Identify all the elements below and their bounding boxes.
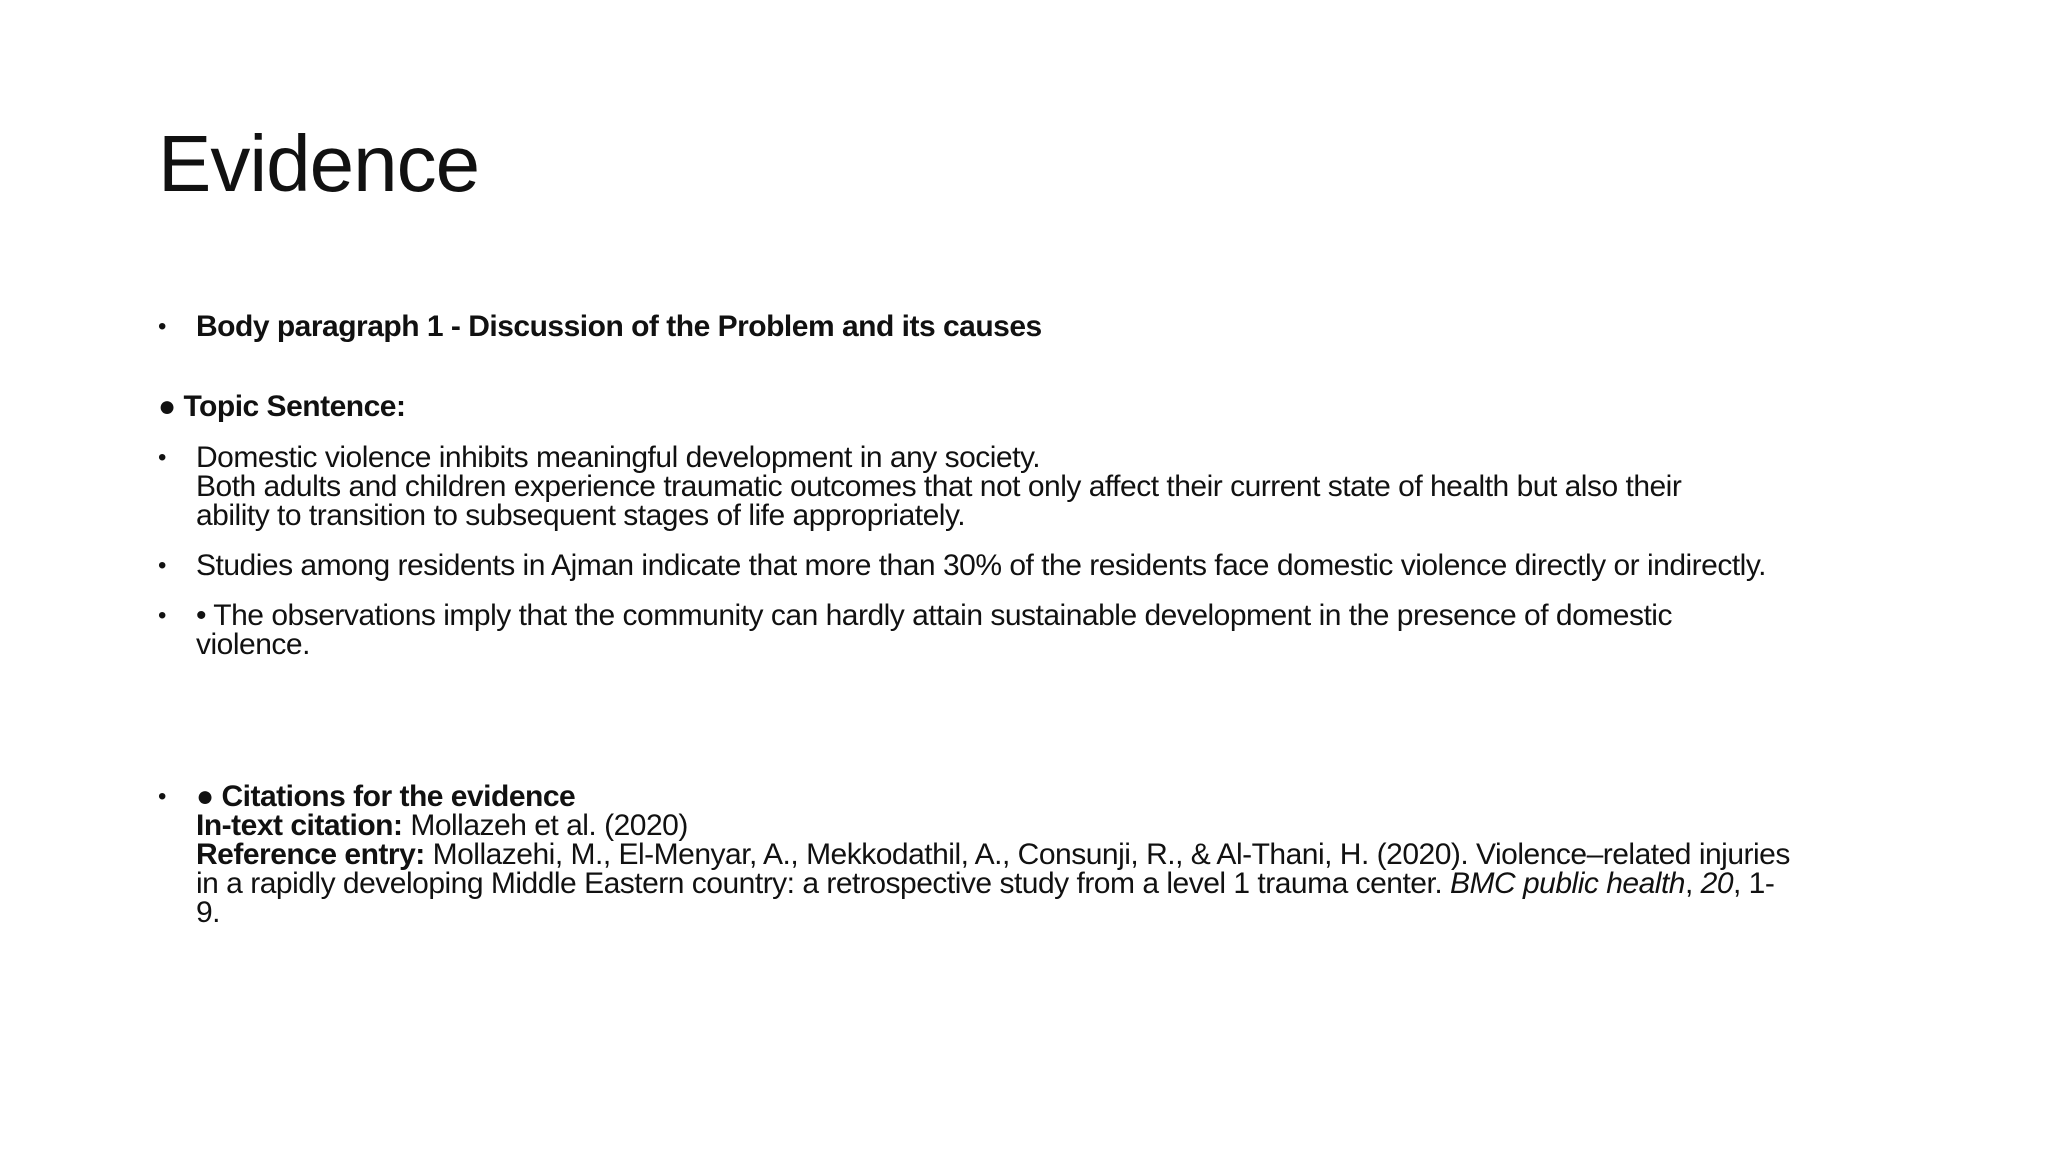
citations-heading: ● Citations for the evidence [196,780,576,813]
reference-entry-line1 [196,840,1790,869]
bullet-marker: • [158,602,167,629]
intext-citation-label: In-text citation: [196,809,403,842]
reference-separator: , [1684,867,1701,900]
item1-line3: ability to transition to subsequent stages of life appropriately. [196,499,966,532]
reference-entry-line2 [196,869,1774,898]
heading-item: Body paragraph 1 - Discussion of the Problem and its causes [196,310,1042,343]
reference-entry-text: Mollazehi, M., El-Menyar, A., Mekkodathil, A., Consunji, R., & Al-Thani, H. (2020). Violence–related injuries [424,838,1790,871]
item1-line1: Domestic violence inhibits meaningful development in any society. [196,441,1041,474]
reference-entry-label: Reference entry: [196,838,425,871]
item3-line2: violence. [196,628,310,661]
bullet-marker: • [158,444,167,471]
slide-title: Evidence [158,119,480,208]
reference-entry-line3: 9. [196,896,221,929]
item3-line1: • The observations imply that the community can hardly attain sustainable development in the presence of domestic [196,599,1672,632]
reference-pages: , 1- [1733,867,1775,900]
intext-citation [196,811,688,840]
intext-citation-value: Mollazeh et al. (2020) [402,809,688,842]
reference-volume: 20 [1700,867,1734,900]
bullet-marker: • [158,783,167,810]
item1-line2: Both adults and children experience traumatic outcomes that not only affect their current state of health but also their [196,470,1682,503]
item2: Studies among residents in Ajman indicate that more than 30% of the residents face domestic violence directly or indirectly. [196,549,1766,582]
bullet-marker: • [158,313,167,340]
reference-journal: BMC public health [1450,867,1685,900]
reference-entry-title: in a rapidly developing Middle Eastern country: a retrospective study from a level 1 trauma center. [196,867,1450,900]
topic-sentence-label: ● Topic Sentence: [158,390,406,423]
bullet-marker: • [158,552,167,579]
